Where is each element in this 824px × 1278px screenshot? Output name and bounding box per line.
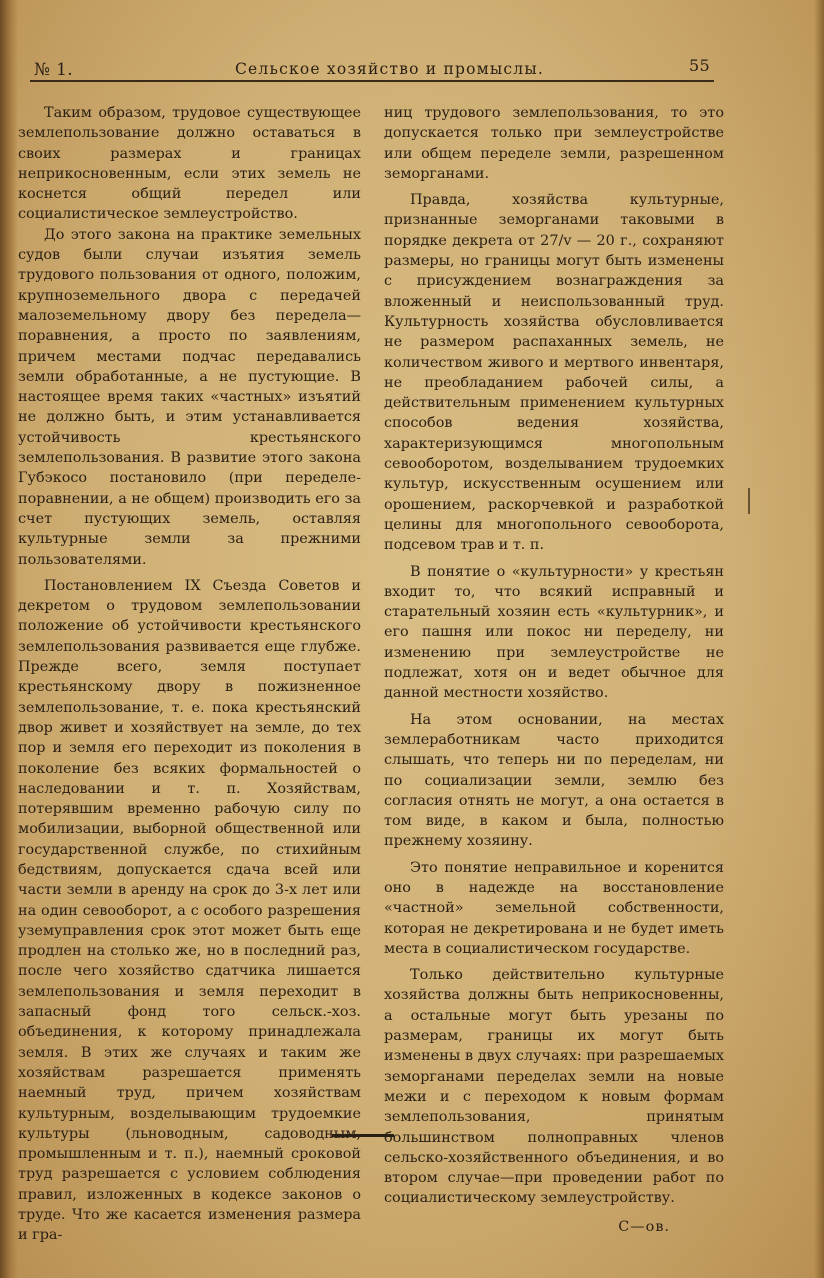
paragraph: Только действительно культурные хозяйства должны быть неприкосновенны, а остальные могут быть урезаны по размерам, границы их могут быть изменены в двух случаях: при разрешаемых земорганами переделах земли на новые межи и с переходом к новым формам землепользования, принятым большинством полноправных членов сельско-хозяйственного объединения, и во втором случае—при проведении работ по социалистическому землеустройству. — [384, 967, 724, 1207]
page-edge-shadow-right — [814, 0, 824, 1278]
author-signature: С—ов. — [618, 1218, 670, 1235]
page-number: 55 — [689, 56, 710, 75]
paragraph: ниц трудового землепользования, то это допускается только при землеустройстве или общем переделе земли, разрешенном земорганами. — [384, 105, 724, 182]
header-rule — [30, 80, 714, 82]
paragraph: Постановлением IX Съезда Советов и декретом о трудовом землепользовании положение об устойчивости крестьянского землепользования развивается еще глубже. Прежде всего, земля поступает крестьянскому двору в пожизненное землепользование, т. е. пока крестьянский двор живет и хозяйствует на земле, до тех пор и земля его переходит из поколения в поколение без всяких формальностей о наследовании и т. п. Хозяйствам, потерявшим временно рабочую силу по мобилизации, выборной общественной или государственной службе, по стихийным бедствиям, допускается сдача всей или части земли в аренду на срок до 3-х лет или на один севооборот, а с особого разрешения уземуправления срок этот может быть еще продлен на столько же, но в последний раз, после чего хозяйство сдатчика лишается землепользования и земля переходит в запасный фонд того сельск.-хоз. объединения, к которому принадлежала земля. В этих же случаях и таким же хозяйствам разрешается применять наемный труд, причем хозяйствам культурным, возделывающим трудоемкие культуры (льноводным, садоводным, промышленным и т. п.), наемный сроковой труд разрешается с условием соблюдения правил, изложенных в кодексе законов о труде. Что же касается изменения размера и гра- — [18, 577, 361, 1244]
section-title: Сельское хозяйство и промыслы. — [235, 60, 545, 78]
left-column — [18, 103, 361, 1246]
print-mark — [748, 488, 750, 514]
paragraph: Правда, хозяйства культурные, признанные земорганами таковыми в порядке декрета от 27/v — 20 г., сохраняют размеры, но границы могут быть изменены с присуждением вознаграждения за вложенный и неиспользованный труд. Культурность хозяйства обусловливается не размером распаханных земель, не количеством живого и мертвого инвентаря, не преобладанием рабочей силы, а действительным применением культурных способов ведения хозяйства, характеризующимся многопольным севооборотом, возделыванием трудоемких культур, искусственным осушением или орошением, раскорчевкой и разработкой целины для многопольного севооборота, подсевом трав и т. п. — [384, 192, 724, 554]
paragraph: До этого закона на практике земельных судов были случаи изъятия земель трудового пользования от одного, положим, крупноземельного двора с передачей малоземельному двору без передела—поравнения, а просто по заявлениям, причем местами подчас передавались земли обработанные, а не пустующие. В настоящее время таких «частных» изъятий не должно быть, и этим устанавливается устойчивость крестьянского землепользования. В развитие этого закона Губэкосо постановило (при переделе-поравнении, а не общем) производить его за счет пустующих земель, оставляя культурные земли за прежними пользователями. — [18, 226, 361, 568]
paragraph: В понятие о «культурности» у крестьян входит то, что всякий исправный и старательный хозяин есть «культурник», и его пашня или покос ни переделу, ни изменению при землеустройстве не подлежат, хотя он и ведет обычное для данной местности хозяйство. — [384, 563, 724, 702]
page-header — [30, 56, 710, 80]
paragraph: На этом основании, на местах землеработникам часто приходится слышать, что теперь ни по переделам, ни по социализации земли, землю без согласия отнять не могут, а она остается в том виде, в каком и была, полностью прежнему хозяину. — [384, 711, 724, 850]
issue-number: № 1. — [34, 60, 73, 80]
page-edge-shadow-left — [0, 0, 18, 1278]
paragraph: Таким образом, трудовое существующее землепользование должно оставаться в своих размерах и границах неприкосновенным, если этих земель не коснется общий передел или социалистическое землеустройство. — [18, 105, 361, 223]
right-column — [384, 103, 724, 1237]
paragraph: Это понятие неправильное и коренится оно в надежде на восстановление «частной» земельной собственности, которая не декретирована и не будет иметь места в социалистическом государстве. — [384, 859, 724, 957]
article-end-rule — [332, 1134, 394, 1137]
